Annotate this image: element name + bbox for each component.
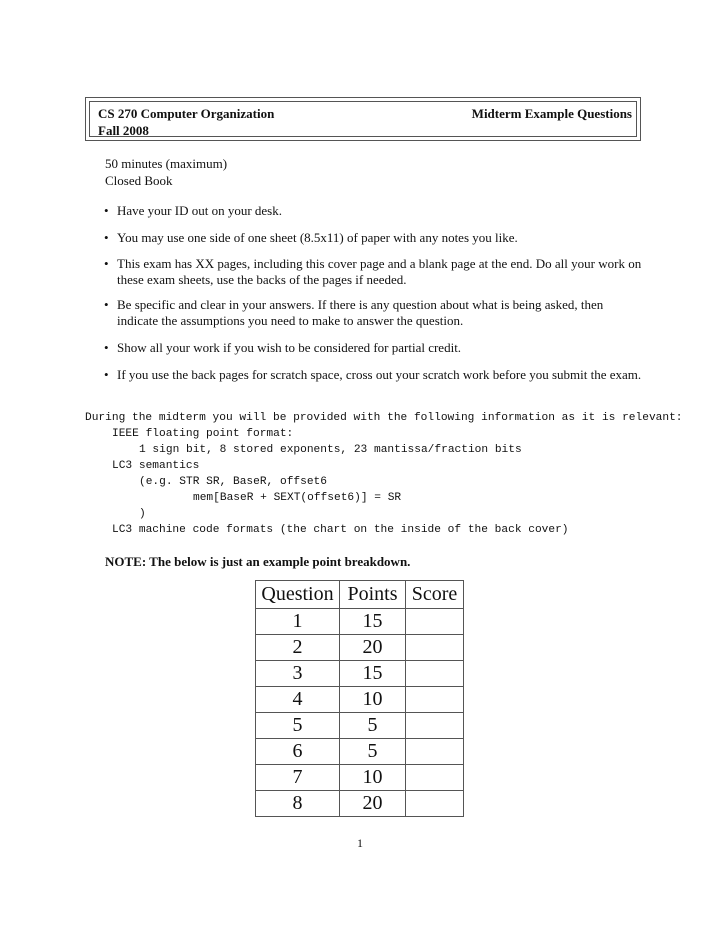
lc3-machine-code-note: LC3 machine code formats (the chart on the inside of the back cover) [112,524,569,536]
page-number: 1 [357,836,363,850]
bullet-marker: • [104,367,109,382]
score-cell[interactable] [406,661,464,687]
points-value: 10 [340,687,406,713]
ieee-format-label: IEEE floating point format: [112,428,294,440]
score-cell[interactable] [406,687,464,713]
table-row [256,791,464,817]
instruction-item: This exam has XX pages, including this cover page and a blank page at the end. Do all your work on these exam sheets, use the backs of the pages if needed. [117,256,642,287]
score-cell[interactable] [406,713,464,739]
question-number: 4 [256,687,340,713]
column-header-score: Score [406,581,464,609]
column-header-question: Question [256,581,340,609]
duration-text: 50 minutes (maximum) [105,156,228,171]
course-name: CS 270 Computer Organization [98,106,275,121]
header-inner-border [89,101,637,137]
table-row [256,713,464,739]
points-value: 20 [340,791,406,817]
points-value: 5 [340,713,406,739]
exam-title: Midterm Example Questions [471,106,632,121]
points-value: 10 [340,765,406,791]
lc3-semantics-formula: mem[BaseR + SEXT(offset6)] = SR [193,492,402,504]
book-policy-text: Closed Book [105,173,173,188]
provided-info-intro: During the midterm you will be provided with the following information as it is relevant: [85,412,683,424]
bullet-marker: • [104,203,109,218]
bullet-marker: • [104,256,109,271]
table-row [256,739,464,765]
point-breakdown-note: NOTE: The below is just an example point breakdown. [105,554,411,569]
table-row [256,687,464,713]
points-value: 5 [340,739,406,765]
term: Fall 2008 [98,123,149,138]
question-number: 5 [256,713,340,739]
instruction-item: Have your ID out on your desk. [117,203,282,218]
score-cell[interactable] [406,739,464,765]
header-box [85,97,641,141]
score-cell[interactable] [406,765,464,791]
question-number: 2 [256,635,340,661]
question-number: 1 [256,609,340,635]
bullet-marker: • [104,230,109,245]
question-number: 8 [256,791,340,817]
instruction-item: You may use one side of one sheet (8.5x11) of paper with any notes you like. [117,230,518,245]
table-row [256,609,464,635]
score-cell[interactable] [406,609,464,635]
score-table [255,580,464,817]
bullet-marker: • [104,340,109,355]
question-number: 6 [256,739,340,765]
instruction-item: If you use the back pages for scratch space, cross out your scratch work before you submit the exam. [117,367,642,382]
points-value: 20 [340,635,406,661]
table-row [256,661,464,687]
lc3-semantics-close: ) [139,508,146,520]
score-cell[interactable] [406,791,464,817]
score-table-header-row [256,581,464,609]
ieee-format-detail: 1 sign bit, 8 stored exponents, 23 mantissa/fraction bits [139,444,522,456]
table-row [256,765,464,791]
question-number: 3 [256,661,340,687]
score-cell[interactable] [406,635,464,661]
instruction-item: Show all your work if you wish to be considered for partial credit. [117,340,462,355]
lc3-semantics-label: LC3 semantics [112,460,200,472]
instruction-item: Be specific and clear in your answers. If there is any question about what is being asked, then indicate the assumptions you need to make to answer the question. [117,297,604,328]
points-value: 15 [340,661,406,687]
question-number: 7 [256,765,340,791]
points-value: 15 [340,609,406,635]
column-header-points: Points [340,581,406,609]
bullet-marker: • [104,297,109,312]
table-row [256,635,464,661]
lc3-semantics-example: (e.g. STR SR, BaseR, offset6 [139,476,327,488]
